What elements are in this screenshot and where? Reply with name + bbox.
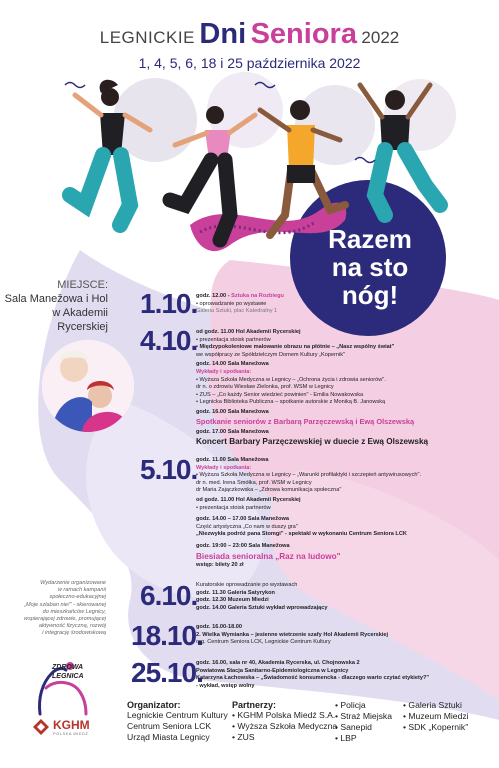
note-line: aktywność fizyczną, rozwój: [38, 623, 106, 630]
place-line2: w Akademii Rycerskiej: [52, 307, 108, 333]
event-line: Kuratorskie oprowadzanie po wystawach: [196, 582, 298, 588]
event-line: godz. 16.00-18.00: [196, 624, 243, 630]
kghm-icon: [33, 719, 49, 735]
event-line: Część artystyczna „Co nam w duszy gra": [196, 523, 298, 530]
event-highlight: Biesiada senioralna „Raz na ludowo": [196, 551, 341, 561]
event-title: Sztuka na Rozbiegu: [231, 293, 284, 299]
partner-item: • ZUS: [232, 732, 255, 742]
event-line: godz. 11.00 Sala Manežowa: [196, 457, 269, 463]
place-info: [0, 278, 108, 334]
dancer-figure: [70, 80, 150, 225]
event-highlight: Koncert Barbary Parzęczewskiej w duecie z Ewą Olszewską: [196, 437, 429, 447]
event-line: godz. 14.00 – 17.00 Sala Manežowa: [196, 516, 289, 523]
event-line: • Wyższa Szkoła Medyczna w Legnicy – „Warunki profilaktyki i szczepień antywirusowych".: [196, 472, 422, 479]
event-time: godz. 12.00 -: [196, 293, 232, 299]
event-line: godz. 11.30 Galeria Satyrykon: [196, 589, 275, 596]
header-dni: Dni: [199, 18, 247, 50]
events-day-1: [196, 293, 396, 316]
campaign-note: [20, 580, 106, 638]
event-line: • ZUS – „Co każdy Senior wiedzieć powinien" - Emilia Nowakowska: [196, 391, 364, 398]
slogan-line2: na sto: [331, 252, 409, 282]
events-day-5: [196, 457, 496, 569]
header-dates: 1, 4, 5, 6, 18 i 25 października 2022: [138, 55, 361, 71]
zdrowa-text: ZDROWA: [52, 664, 84, 671]
event-line: „Niezwykła podróż pana Stomgi" - spektakl w wykonaniu Centrum Seniora LCK: [196, 531, 407, 538]
footer-organizer: [127, 700, 237, 743]
event-line: godz. 16.00, sala nr 40, Akademia Rycerska, ul. Chojnowska 2: [196, 660, 360, 666]
header-prefix: LEGNICKIE: [99, 28, 195, 47]
partner-item: • Straż Miejska: [335, 711, 392, 721]
dancer-figure: [360, 85, 440, 215]
footer-partners-col3: [403, 700, 499, 733]
organizer-item: Centrum Seniora LCK: [127, 721, 212, 731]
event-line: wstęp: bilety 20 zł: [196, 561, 244, 568]
event-line: dr Maria Zajączkowska – „Zdrowa komunikacja społeczna": [196, 487, 342, 494]
legnica-text: LEGNICA: [52, 673, 84, 680]
event-line: - wykład, wstęp wolny: [196, 682, 255, 689]
event-line: we współpracy ze Spółdzielczym Domem Kultury „Kopernik": [196, 351, 346, 358]
place-line1: Sala Manežowa i Hol: [4, 293, 108, 305]
partners-title: Partnerzy:: [232, 700, 277, 710]
zdrowa-legnica-logo: [32, 658, 94, 716]
partner-item: • Muzeum Miedzi: [403, 711, 469, 721]
event-line: godz. 12.30 Muzeum Miedzi: [196, 597, 269, 604]
event-line: godz. 16.00 Sala Manežowa: [196, 408, 269, 415]
slogan-line1: Razem: [328, 224, 412, 254]
organizer-title: Organizator:: [127, 700, 181, 710]
partner-item: • Sanepid: [335, 722, 372, 732]
note-line: do mieszkańców Legnicy,: [42, 608, 106, 615]
event-line: Wykłady i spotkania:: [196, 368, 252, 375]
footer-partners: [232, 700, 352, 743]
event-line: od godz. 11.00 Hol Akademii Rycerskiej: [196, 496, 301, 503]
note-line: Wydarzenie organizowane: [40, 580, 106, 586]
header: [0, 18, 499, 51]
place-label: MIEJSCE:: [57, 279, 108, 291]
slogan-line3: nóg!: [341, 280, 399, 310]
day-label-4: 4.10.: [140, 325, 198, 356]
event-line: od godz. 11.00 Hol Akademii Rycerskiej: [196, 329, 301, 335]
day-label-25: 25.10.: [131, 657, 203, 688]
kghm-text: KGHM: [53, 718, 90, 732]
partner-item: • Policja: [335, 700, 366, 710]
events-day-4: [196, 329, 496, 447]
event-line: godz. 19:00 – 23:00 Sala Manežowa: [196, 542, 290, 549]
performers-photo: [42, 340, 134, 432]
event-line: Powiatowa Stacja Sanitarno-Epidemiologiczna w Legnicy: [196, 667, 349, 674]
footer-partners-col2: [335, 700, 405, 744]
day-label-18: 18.10.: [131, 620, 203, 651]
partner-item: • Galeria Sztuki: [403, 700, 462, 710]
event-highlight: Spotkanie seniorów z Barbarą Parzęczewską i Ewą Olszewską: [196, 416, 415, 426]
note-line: społeczno-edukacyjnej: [49, 594, 106, 601]
day-label-6: 6.10.: [140, 580, 198, 611]
event-line: • prezentacja stoisk partnerów: [196, 504, 271, 511]
event-line: • Międzypokoleniowe malowanie obrazu na płótnie – „Nasz wspólny świat": [196, 344, 395, 351]
event-line: Wykłady i spotkania:: [196, 464, 252, 471]
dancer-figure: [260, 100, 345, 235]
performers-image: [42, 340, 134, 432]
event-line: • oprowadzanie po wystawie: [196, 300, 267, 307]
event-line: godz. 14.00 Sala Manežowa: [196, 361, 269, 368]
organizer-item: Urząd Miasta Legnicy: [127, 732, 210, 742]
note-line: i integrację środowiskową: [42, 630, 106, 637]
events-day-25: [196, 660, 496, 690]
event-line: • prezentacja stoisk partnerów: [196, 336, 271, 343]
event-line: [196, 293, 396, 301]
kghm-logo: [33, 718, 103, 740]
note-line: „Moje szlaban nie!" - skierowanej: [24, 601, 106, 608]
header-seniora: Seniora: [250, 18, 357, 50]
header-year: 2022: [361, 28, 400, 47]
events-day-6: [196, 582, 496, 612]
event-line: • Wyższa Szkoła Medyczna w Legnicy – „Ochrona życia i zdrowia seniorów".: [196, 376, 386, 383]
event-line: Katarzyna Łachowska – „Świadomość konsumencka - dlaczego warto czytać etykiety?": [196, 675, 430, 682]
event-line: godz. 14.00 Galeria Sztuki wykład wprowadzający: [196, 604, 328, 611]
event-line: dr n. o zdrowiu Wiesław Zielonka, prof. WSM w Legnicy: [196, 384, 334, 391]
note-line: wspierającej zdrowie, promującej: [23, 616, 106, 623]
partner-item: • SDK „Kopernik": [403, 722, 469, 732]
dancer-figure: [170, 106, 255, 240]
event-line: godz. 17.00 Sala Manežowa: [196, 428, 269, 435]
kghm-subtext: POLSKA MIEDŹ: [53, 731, 89, 736]
event-line: dr n. med. Irena Smółka, prof. WSM w Legnicy: [196, 479, 312, 486]
event-line: Galeria Sztuki, plac Katedralny 1: [196, 308, 278, 315]
event-line: org. Centrum Seniora LCK, Legnickie Centrum Kultury: [196, 639, 331, 646]
partner-item: • Wyższa Szkoła Medyczna: [232, 721, 338, 731]
partner-item: • KGHM Polska Miedź S.A.: [232, 710, 336, 720]
day-label-5: 5.10.: [140, 454, 198, 485]
partner-item: • LBP: [335, 733, 357, 743]
day-label-1: 1.10.: [140, 288, 198, 319]
event-line: • Legnicka Biblioteka Publiczna – spotkanie autorskie z Moniką B. Janowską: [196, 399, 386, 406]
events-day-18: [196, 624, 496, 647]
organizer-item: Legnickie Centrum Kultury: [127, 710, 228, 720]
event-line: 2. Wielka Wymianka – jesienne wietrzenie szafy Hol Akademii Rycerskiej: [196, 631, 389, 638]
note-line: w ramach kampanii: [57, 587, 106, 594]
